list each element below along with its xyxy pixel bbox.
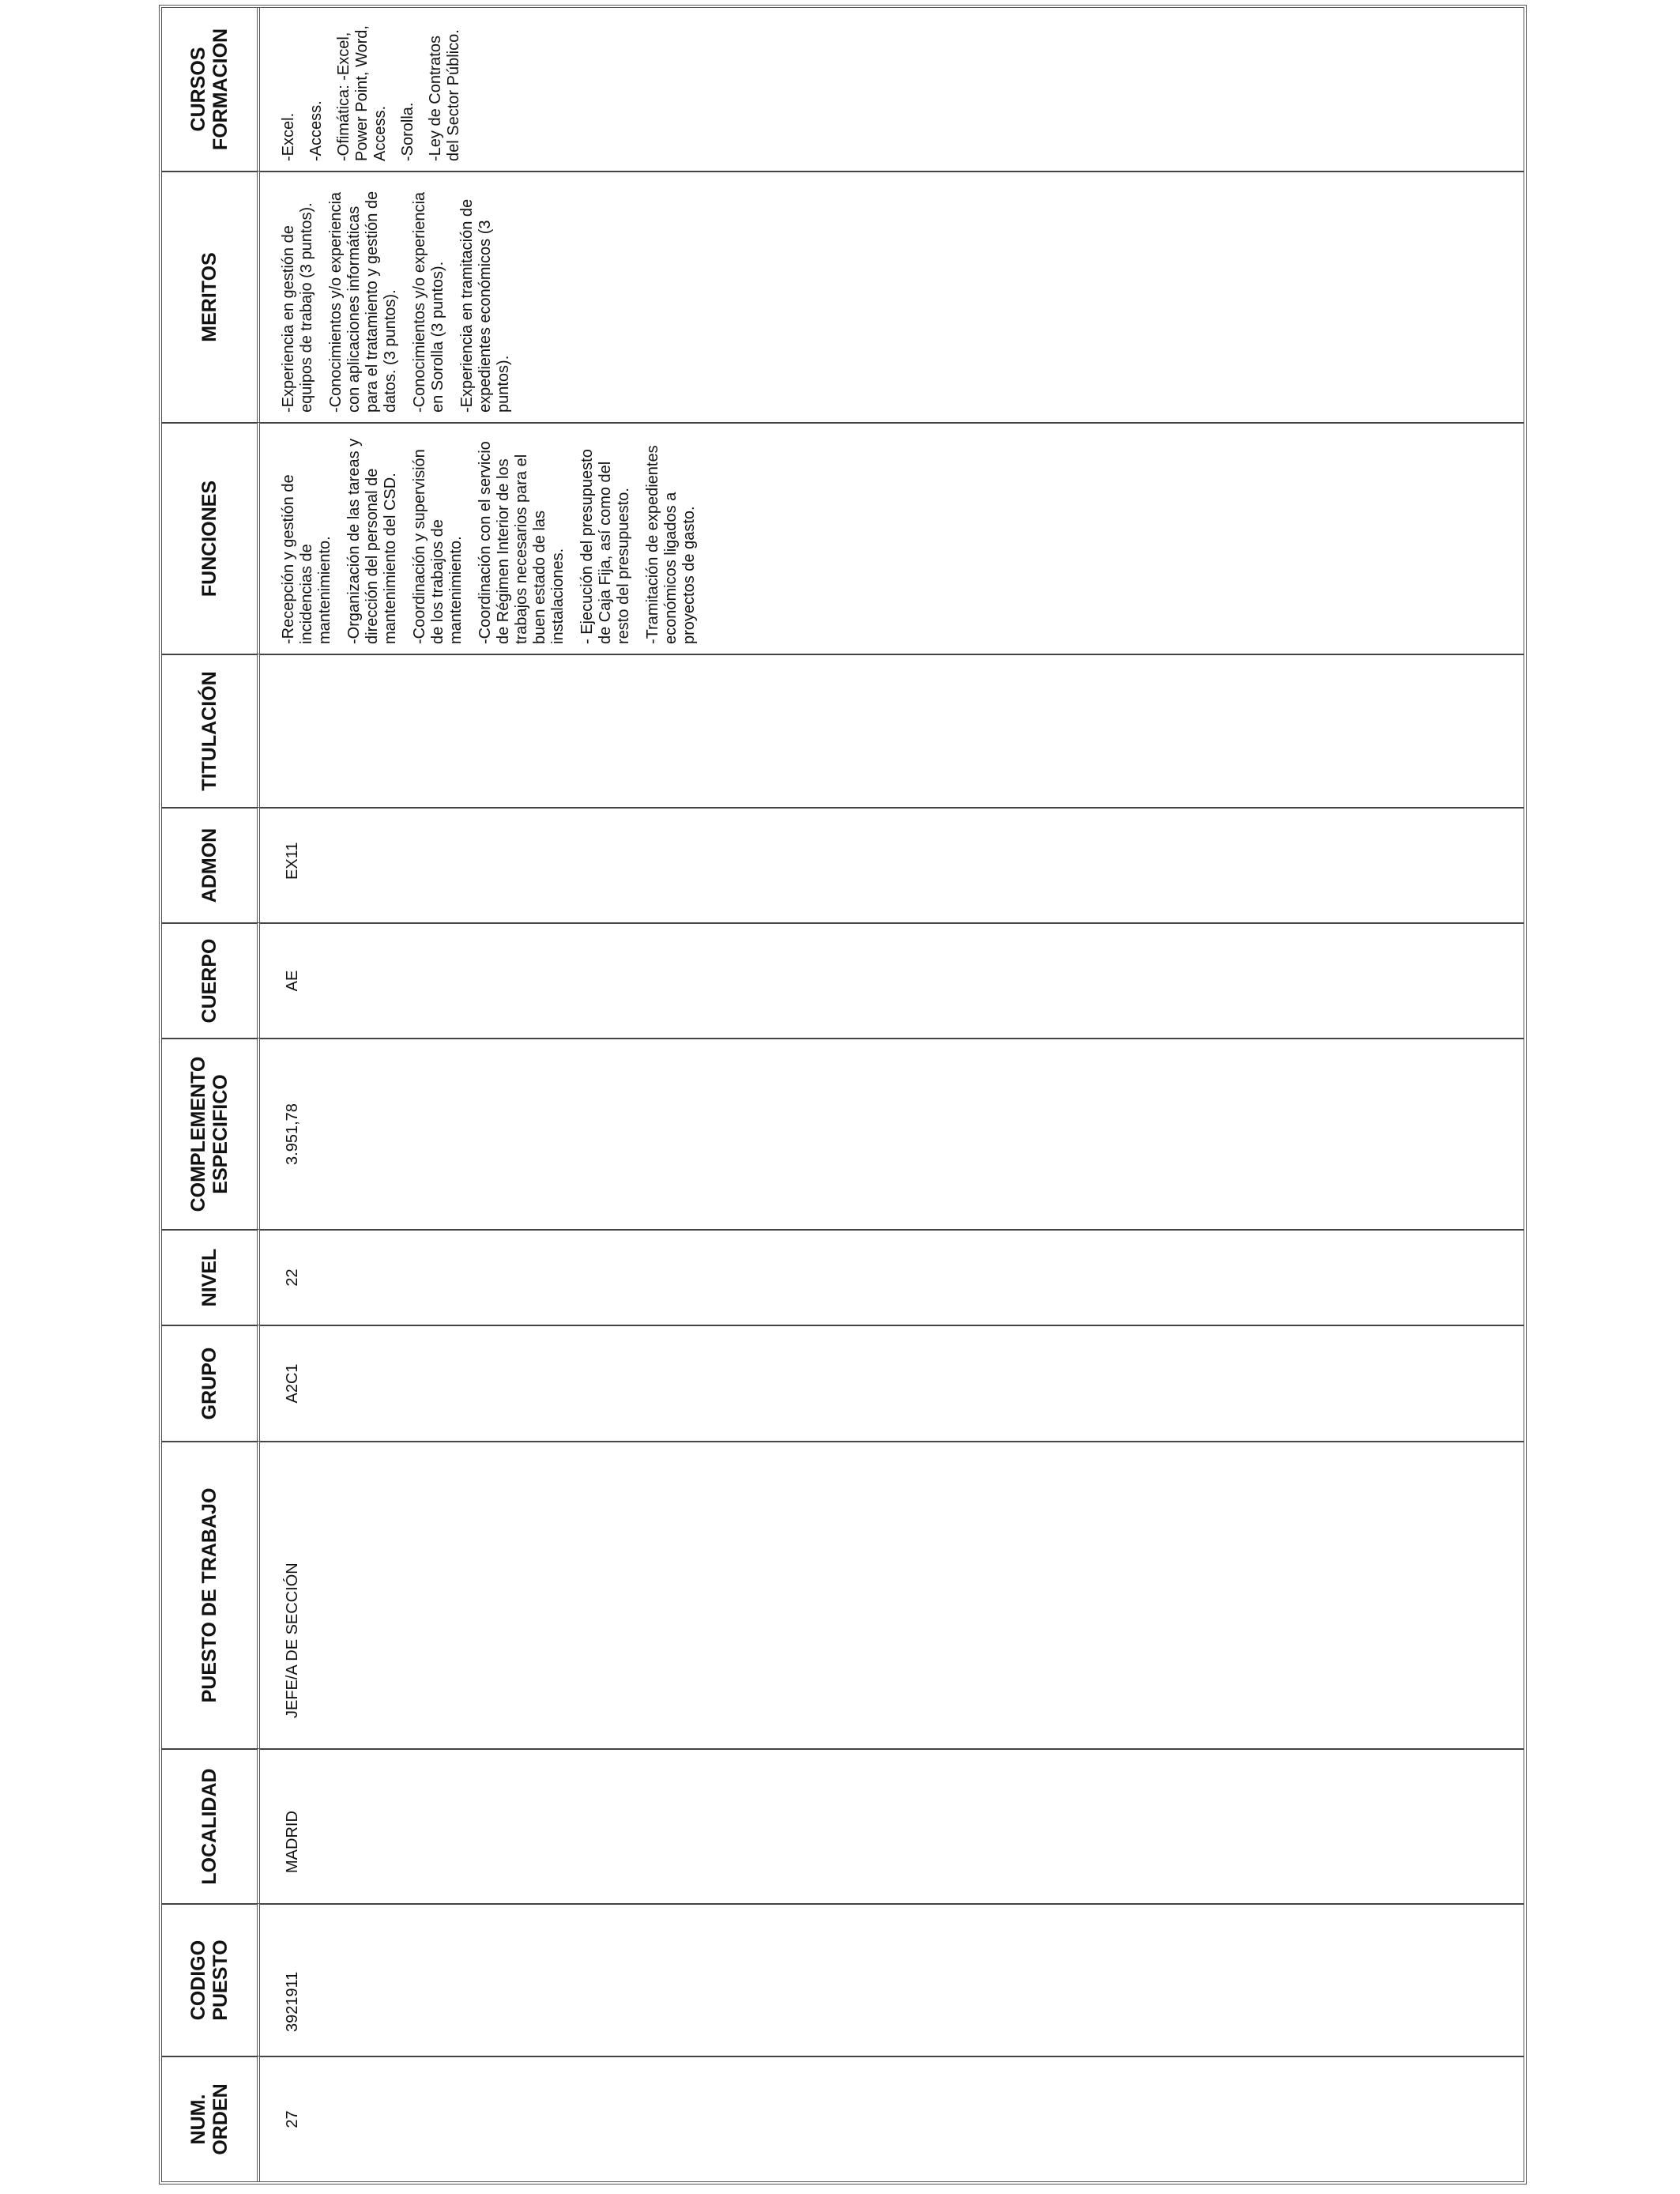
cell-complemento xyxy=(260,1038,1524,1229)
meritos-item: -Experiencia en gestión de equipos de trabajo (3 puntos). xyxy=(280,202,315,413)
cursos-item: -Ofimática: -Excel, Power Point, Word, Access. xyxy=(335,25,389,161)
cell-cursos xyxy=(260,8,1524,171)
funciones-item: -Organización de las tareas y dirección del personal de mantenimiento del CSD. xyxy=(345,438,399,644)
cursos-item: -Sorolla. xyxy=(399,102,416,161)
cuerpo-value: AE xyxy=(284,970,301,992)
cursos-item: -Access. xyxy=(307,100,325,161)
funciones-item: -Recepción y gestión de incidencias de mantenimiento. xyxy=(280,474,333,644)
positions-table xyxy=(159,5,1527,2185)
funciones-item: -Coordinación con el servicio de Régimen Interior de los trabajos necesarios para el buen estado de las instalaciones. xyxy=(477,441,567,644)
funciones-list xyxy=(260,424,699,654)
cell-meritos xyxy=(260,171,1524,422)
cell-titulacion xyxy=(260,654,1524,807)
header-num-orden: NUM. ORDEN xyxy=(162,2056,260,2181)
header-cuerpo: CUERPO xyxy=(162,922,260,1038)
rotated-page xyxy=(159,11,1527,2185)
complemento-value: 3.951,78 xyxy=(284,1103,301,1165)
cursos-item: -Excel. xyxy=(280,112,297,161)
grupo-value: A2C1 xyxy=(284,1363,301,1404)
cell-localidad xyxy=(260,1748,1524,1903)
header-row xyxy=(162,8,260,2181)
meritos-list xyxy=(260,172,513,422)
header-codigo-puesto: CODIGO PUESTO xyxy=(162,1903,260,2056)
header-puesto: PUESTO DE TRABAJO xyxy=(162,1441,260,1748)
cell-funciones xyxy=(260,422,1524,654)
header-localidad: LOCALIDAD xyxy=(162,1748,260,1903)
meritos-item: -Conocimientos y/o experiencia con aplicaciones informáticas para el tratamiento y gestión de datos. (3 puntos). xyxy=(327,190,399,413)
cursos-item: -Ley de Contratos del Sector Público. xyxy=(427,29,462,161)
header-nivel: NIVEL xyxy=(162,1229,260,1325)
cell-nivel xyxy=(260,1229,1524,1325)
header-grupo: GRUPO xyxy=(162,1325,260,1441)
cell-codigo-puesto xyxy=(260,1903,1524,2056)
cell-grupo xyxy=(260,1325,1524,1441)
num-orden-value: 27 xyxy=(284,2110,301,2128)
admon-value: EX11 xyxy=(284,842,301,880)
codigo-puesto-value: 3921911 xyxy=(284,1971,301,2032)
funciones-item: -Coordinación y supervisión de los trabajos de mantenimiento. xyxy=(411,449,465,644)
header-admon: ADMON xyxy=(162,807,260,922)
table-row xyxy=(260,8,1524,2181)
header-cursos: CURSOS FORMACION xyxy=(162,8,260,171)
header-meritos: MERITOS xyxy=(162,171,260,422)
header-funciones: FUNCIONES xyxy=(162,422,260,654)
cursos-list xyxy=(260,8,463,171)
cell-cuerpo xyxy=(260,922,1524,1038)
titulacion-value xyxy=(260,655,284,807)
meritos-item: -Conocimientos y/o experiencia en Sorolla (3 puntos). xyxy=(411,191,446,413)
header-complemento: COMPLEMENTO ESPECIFICO xyxy=(162,1038,260,1229)
nivel-value: 22 xyxy=(284,1269,301,1287)
cell-num-orden xyxy=(260,2056,1524,2181)
header-titulacion: TITULACIÓN xyxy=(162,654,260,807)
puesto-value: JEFE/A DE SECCIÓN xyxy=(284,1563,301,1718)
cell-puesto xyxy=(260,1441,1524,1748)
meritos-item: -Experiencia en tramitación de expedientes económicos (3 puntos). xyxy=(458,198,512,413)
funciones-item: - Ejecución del presupuesto de Caja Fija, así como del resto del presupuesto. xyxy=(578,449,632,644)
cell-admon xyxy=(260,807,1524,922)
localidad-value: MADRID xyxy=(284,1811,301,1873)
funciones-item: -Tramitación de expedientes económicos ligados a proyectos de gasto. xyxy=(644,445,698,644)
